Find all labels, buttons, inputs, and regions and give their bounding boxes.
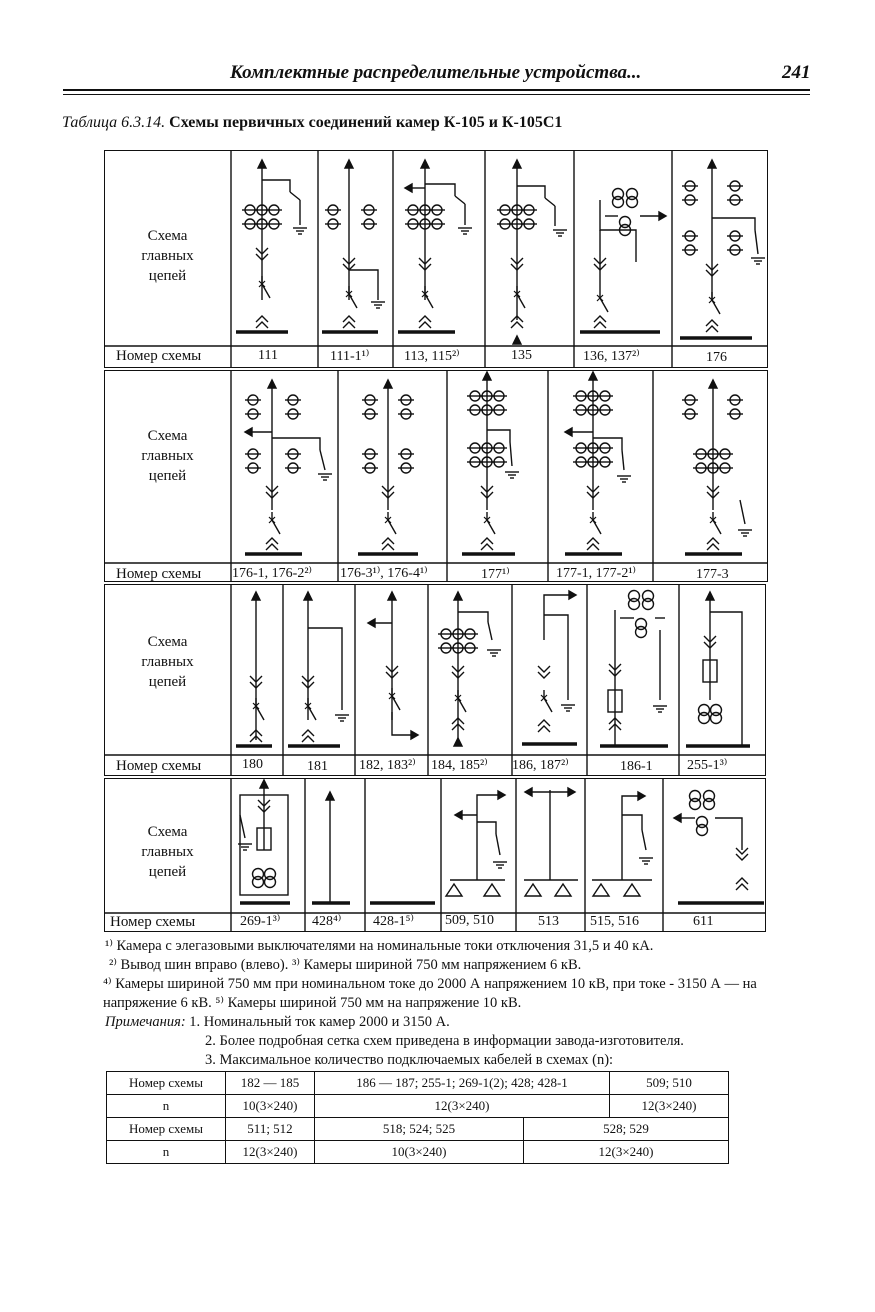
scheme-number: 177¹⁾ <box>481 567 510 582</box>
scheme-number: 269-1³⁾ <box>240 914 281 929</box>
notes-heading: Примечания: <box>105 1014 186 1030</box>
cable-count-table <box>106 1071 729 1171</box>
table-cell: 12(3×240) <box>226 1141 315 1164</box>
block-3-label: Схема главных цепей <box>141 634 194 690</box>
table-cell: 511; 512 <box>226 1118 315 1141</box>
scheme-number: 181 <box>307 759 328 774</box>
scheme-number: 111 <box>258 348 278 363</box>
scheme-number: 135 <box>511 348 532 363</box>
block-3-number-label: Номер схемы <box>116 758 202 774</box>
table-cell: 12(3×240) <box>610 1095 729 1118</box>
table-title: Схемы первичных соединений камер К-105 и К-105С1 <box>169 114 563 131</box>
table-cell: 12(3×240) <box>524 1141 729 1164</box>
table-cell: 186 — 187; 255-1; 269-1(2); 428; 428-1 <box>315 1072 610 1095</box>
scheme-number: 111-1¹⁾ <box>330 349 370 364</box>
scheme-number: 177-1, 177-2¹⁾ <box>556 566 636 581</box>
scheme-number: 428-1⁵⁾ <box>373 914 414 929</box>
table-row <box>107 1072 729 1095</box>
table-row <box>107 1118 729 1141</box>
scheme-number: 513 <box>538 914 559 929</box>
notes-paragraph <box>105 1013 770 1032</box>
scheme-number: 184, 185²⁾ <box>431 758 488 773</box>
table-number: Таблица 6.3.14. <box>62 114 166 131</box>
page-number: 241 <box>782 62 811 83</box>
table-row <box>107 1095 729 1118</box>
running-header-title: Комплектные распределительные устройства... <box>230 62 642 83</box>
table-cell: 528; 529 <box>524 1118 729 1141</box>
table-cell: 518; 524; 525 <box>315 1118 524 1141</box>
notes-section <box>105 937 770 1070</box>
note-item: 2. Более подробная сетка схем приведена в информации завода-изготовителя. <box>205 1033 684 1049</box>
scheme-number: 180 <box>242 757 263 772</box>
table-cell: 10(3×240) <box>226 1095 315 1118</box>
scheme-number: 515, 516 <box>590 914 639 929</box>
table-row <box>107 1141 729 1164</box>
table-cell: n <box>107 1141 226 1164</box>
note-item: 1. Номинальный ток камер 2000 и 3150 А. <box>189 1014 450 1030</box>
table-cell: Номер схемы <box>107 1118 226 1141</box>
scheme-number: 177-3 <box>696 567 729 582</box>
table-cell: 182 — 185 <box>226 1072 315 1095</box>
block-4-number-label: Номер схемы <box>110 914 196 930</box>
scheme-number: 255-1³⁾ <box>687 758 728 773</box>
scheme-number: 428⁴⁾ <box>312 914 342 929</box>
table-cell: n <box>107 1095 226 1118</box>
scheme-number: 186, 187²⁾ <box>512 758 569 773</box>
table-cell: Номер схемы <box>107 1072 226 1095</box>
footnote: ¹⁾ Камера с элегазовыми выключателями на номинальные токи отключения 31,5 и 40 кА. <box>105 938 654 954</box>
block-4-label: Схема главных цепей <box>141 824 194 880</box>
scheme-number: 113, 115²⁾ <box>404 349 460 364</box>
table-cell: 509; 510 <box>610 1072 729 1095</box>
scheme-number: 509, 510 <box>445 913 494 928</box>
note-item: 3. Максимальное количество подключаемых кабелей в схемах (n): <box>205 1052 614 1068</box>
block-1-label: Схема главных цепей <box>141 228 194 284</box>
block-2-label: Схема главных цепей <box>141 428 194 484</box>
scheme-number: 136, 137²⁾ <box>583 349 640 364</box>
footnote: ²⁾ Вывод шин вправо (влево). ³⁾ Камеры шириной 750 мм напряжением 6 кВ. <box>109 957 582 973</box>
scheme-number: 611 <box>693 914 714 929</box>
table-cell: 10(3×240) <box>315 1141 524 1164</box>
scheme-number: 182, 183²⁾ <box>359 758 416 773</box>
block-2-number-label: Номер схемы <box>116 566 202 582</box>
block-1-number-label: Номер схемы <box>116 348 202 364</box>
footnote: ⁴⁾ Камеры шириной 750 мм при номинальном токе до 2000 А напряжением 10 кВ, при токе - 3150 А — на напряжение 6 кВ. ⁵⁾ Камеры шириной 750 мм на напряжение 10 кВ. <box>103 976 757 1011</box>
scheme-number: 176 <box>706 350 727 365</box>
table-cell: 12(3×240) <box>315 1095 610 1118</box>
scheme-number: 186-1 <box>620 759 653 774</box>
scheme-number: 176-3¹⁾, 176-4¹⁾ <box>340 566 428 581</box>
scheme-number: 176-1, 176-2²⁾ <box>232 566 312 581</box>
